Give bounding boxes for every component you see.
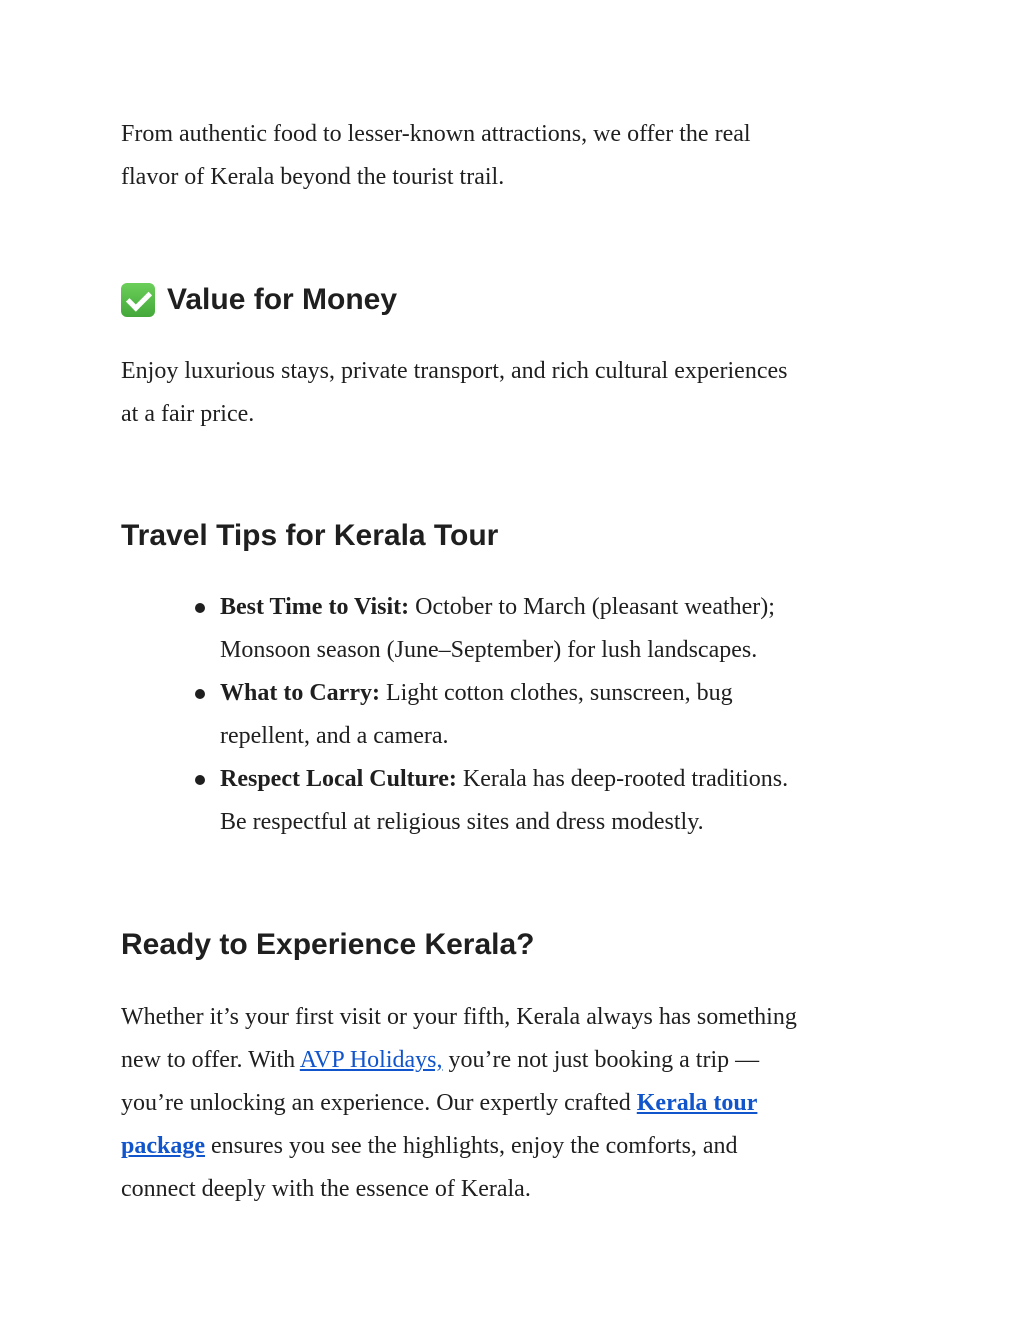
value-line-1: Enjoy luxurious stays, private transport, and rich cultural experiences [121, 358, 788, 384]
check-mark-button-icon [121, 283, 155, 317]
list-item [189, 586, 909, 672]
bullet-icon [195, 775, 205, 785]
intro-line-1: From authentic food to lesser-known attractions, we offer the real [121, 121, 751, 147]
tip-text-continued: Monsoon season (June–September) for lush landscapes. [220, 637, 758, 663]
kerala-tour-package-link-continued[interactable]: package [121, 1133, 205, 1159]
tips-heading-text: Travel Tips for Kerala Tour [121, 519, 499, 552]
value-paragraph [121, 350, 911, 436]
tip-label: Respect Local Culture: [220, 766, 457, 792]
value-heading [121, 280, 397, 320]
tips-heading [121, 516, 498, 556]
tip-text: October to March (pleasant weather); [409, 594, 775, 620]
value-line-2: at a fair price. [121, 401, 255, 427]
ready-line-2-post: you’re not just booking a trip — [442, 1047, 760, 1073]
tip-label: Best Time to Visit: [220, 594, 410, 620]
kerala-tour-package-link[interactable]: Kerala tour [636, 1090, 758, 1116]
avp-holidays-link[interactable]: AVP Holidays, [299, 1047, 443, 1073]
intro-paragraph [121, 113, 911, 199]
tip-text-continued: Be respectful at religious sites and dress modestly. [220, 809, 704, 835]
bullet-icon [195, 603, 205, 613]
ready-paragraph [121, 996, 911, 1211]
bullet-icon [195, 689, 205, 699]
list-item [189, 672, 909, 758]
intro-line-2: flavor of Kerala beyond the tourist trail. [121, 164, 505, 190]
ready-heading [121, 925, 535, 965]
ready-line-2-pre: new to offer. With [121, 1047, 300, 1073]
ready-line-4-post: ensures you see the highlights, enjoy the comforts, and [205, 1133, 738, 1159]
tip-text: Light cotton clothes, sunscreen, bug [379, 680, 733, 706]
list-item [189, 758, 909, 844]
tips-list [189, 586, 909, 844]
tip-text-continued: repellent, and a camera. [220, 723, 449, 749]
value-heading-text: Value for Money [167, 283, 398, 316]
ready-line-5: connect deeply with the essence of Kerala. [121, 1176, 531, 1202]
tip-label: What to Carry: [220, 680, 380, 706]
ready-line-3-pre: you’re unlocking an experience. Our expertly crafted [121, 1090, 637, 1116]
ready-heading-text: Ready to Experience Kerala? [121, 928, 535, 961]
tip-text: Kerala has deep-rooted traditions. [456, 766, 789, 792]
ready-line-1: Whether it’s your first visit or your fifth, Kerala always has something [121, 1004, 797, 1030]
